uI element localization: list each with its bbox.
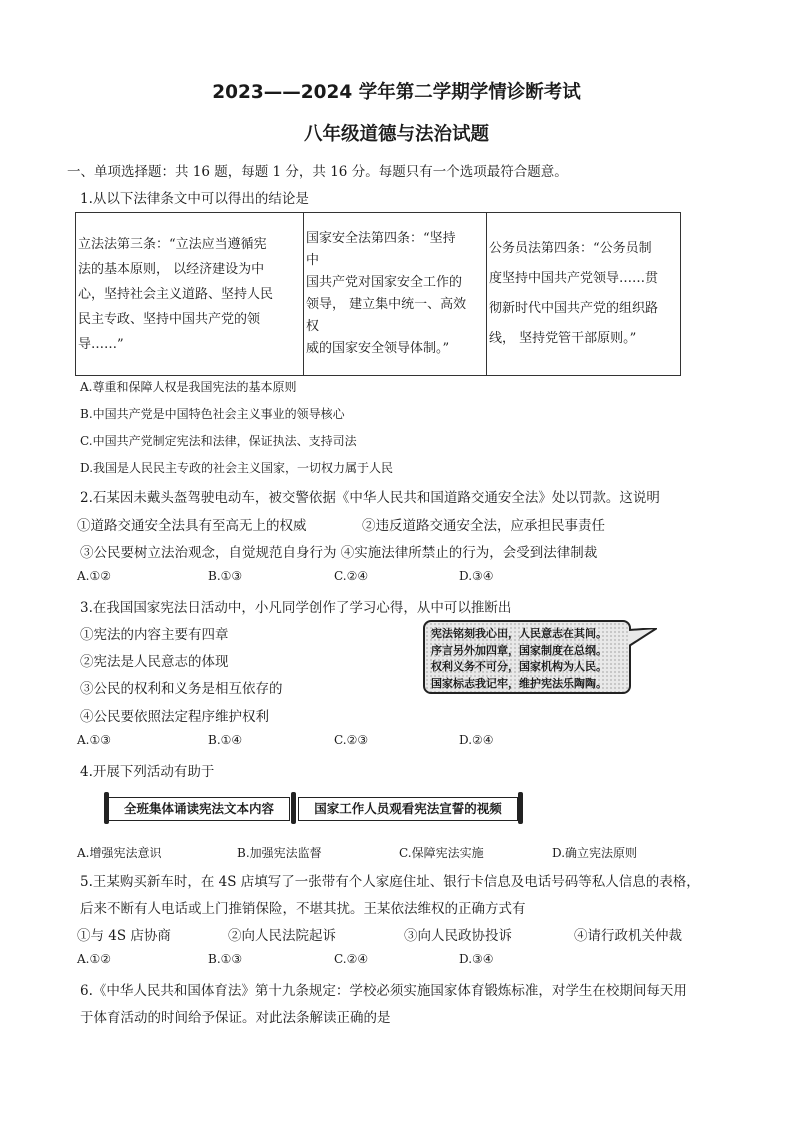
q5-option-c[interactable]: C.②④ bbox=[334, 952, 369, 966]
bubble-line-1: 宪法铭刻我心田，人民意志在其间。 bbox=[431, 627, 607, 640]
banner-rod-right bbox=[518, 792, 523, 824]
q3-statement-1: ①宪法的内容主要有四章 bbox=[80, 627, 229, 643]
q2-option-d[interactable]: D.③④ bbox=[459, 569, 494, 583]
q2-option-c[interactable]: C.②④ bbox=[334, 569, 369, 583]
q2-option-b[interactable]: B.①③ bbox=[208, 569, 243, 583]
q5-stem-line-1: 5.王某购买新车时，在 4S 店填写了一张带有个人家庭住址、银行卡信息及电话号码等私人信息的表格， bbox=[80, 874, 700, 890]
q4-stem: 4.开展下列活动有助于 bbox=[80, 764, 215, 780]
law-cell-civil-servant: 公务员法第四条：“公务员制 度坚持中国共产党领导……贯 彻新时代中国共产党的组织路 线， 坚持党管干部原则。” bbox=[487, 213, 681, 376]
q2-statement-1: ①道路交通安全法具有至高无上的权威 bbox=[77, 518, 307, 534]
q3-option-d[interactable]: D.②④ bbox=[459, 733, 494, 747]
q5-statement-2: ②向人民法院起诉 bbox=[228, 928, 336, 944]
banner-rod-middle bbox=[291, 792, 296, 824]
q1-option-c[interactable]: C.中国共产党制定宪法和法律，保证执法、支持司法 bbox=[80, 434, 357, 448]
exam-title: 2023——2024 学年第二学期学情诊断考试 bbox=[212, 82, 581, 103]
q5-option-b[interactable]: B.①③ bbox=[208, 952, 243, 966]
banner-activity-1: 全班集体诵读宪法文本内容 bbox=[108, 797, 290, 821]
bubble-line-4: 国家标志我记牢，维护宪法乐陶陶。 bbox=[431, 676, 607, 690]
law-cell-legislation: 立法法第三条：“立法应当遵循宪 法的基本原则， 以经济建设为中 心，坚持社会主义道路、坚持人民 民主专政、坚持中国共产党的领 导……” bbox=[76, 213, 304, 376]
q5-statement-4: ④请行政机关仲裁 bbox=[574, 928, 682, 944]
q1-option-a[interactable]: A.尊重和保障人权是我国宪法的基本原则 bbox=[80, 380, 297, 394]
speech-bubble bbox=[423, 620, 631, 694]
law-cell-national-security: 国家安全法第四条：“坚持 中 国共产党对国家安全工作的 领导， 建立集中统一、高效 权 威的国家安全领导体制。” bbox=[304, 213, 487, 376]
speech-bubble-tail bbox=[629, 628, 657, 648]
q5-stem-line-2: 后来不断有人电话或上门推销保险，不堪其扰。王某依法维权的正确方式有 bbox=[80, 901, 526, 917]
q3-option-a[interactable]: A.①③ bbox=[77, 733, 111, 747]
q1-option-d[interactable]: D.我国是人民民主专政的社会主义国家，一切权力属于人民 bbox=[80, 461, 394, 475]
q6-stem-line-2: 于体育活动的时间给予保证。对此法条解读正确的是 bbox=[80, 1010, 391, 1026]
q1-stem: 1.从以下法律条文中可以得出的结论是 bbox=[80, 191, 309, 207]
q5-statement-1: ①与 4S 店协商 bbox=[77, 928, 171, 944]
activity-banner bbox=[108, 792, 520, 824]
q3-option-c[interactable]: C.②③ bbox=[334, 733, 369, 747]
q3-stem: 3.在我国国家宪法日活动中，小凡同学创作了学习心得，从中可以推断出 bbox=[80, 600, 512, 616]
q5-option-a[interactable]: A.①② bbox=[77, 952, 111, 966]
q3-option-b[interactable]: B.①④ bbox=[208, 733, 243, 747]
bubble-line-2: 序言另外加四章，国家制度在总纲。 bbox=[431, 643, 607, 657]
q4-option-d[interactable]: D.确立宪法原则 bbox=[552, 846, 638, 860]
q6-stem-line-1: 6.《中华人民共和国体育法》第十九条规定：学校必须实施国家体育锻炼标准，对学生在校期间每天用 bbox=[80, 983, 687, 999]
bubble-line-3: 权利义务不可分，国家机构为人民。 bbox=[431, 660, 607, 673]
q3-statement-4: ④公民要依照法定程序维护权利 bbox=[80, 709, 269, 725]
q1-option-b[interactable]: B.中国共产党是中国特色社会主义事业的领导核心 bbox=[80, 407, 345, 421]
q2-statement-2: ②违反道路交通安全法，应承担民事责任 bbox=[362, 518, 605, 534]
q5-statement-3: ③向人民政协投诉 bbox=[404, 928, 512, 944]
q3-statement-3: ③公民的权利和义务是相互依存的 bbox=[80, 681, 283, 697]
q2-statements-3-4: ③公民要树立法治观念，自觉规范自身行为 ④实施法律所禁止的行为，会受到法律制裁 bbox=[80, 545, 598, 561]
q2-option-a[interactable]: A.①② bbox=[77, 569, 111, 583]
section-heading: 一、单项选择题：共 16 题，每题 1 分，共 16 分。每题只有一个选项最符合题意。 bbox=[67, 164, 568, 180]
q4-option-a[interactable]: A.增强宪法意识 bbox=[77, 846, 162, 860]
q4-option-c[interactable]: C.保障宪法实施 bbox=[399, 846, 484, 860]
exam-subtitle: 八年级道德与法治试题 bbox=[303, 124, 489, 145]
q4-option-b[interactable]: B.加强宪法监督 bbox=[237, 846, 322, 860]
q2-stem: 2.石某因未戴头盔驾驶电动车，被交警依据《中华人民共和国道路交通安全法》处以罚款。这说明 bbox=[80, 490, 660, 506]
q3-statement-2: ②宪法是人民意志的体现 bbox=[80, 654, 229, 670]
q5-option-d[interactable]: D.③④ bbox=[459, 952, 494, 966]
banner-activity-2: 国家工作人员观看宪法宣誓的视频 bbox=[298, 797, 518, 821]
q1-law-table bbox=[75, 212, 681, 376]
